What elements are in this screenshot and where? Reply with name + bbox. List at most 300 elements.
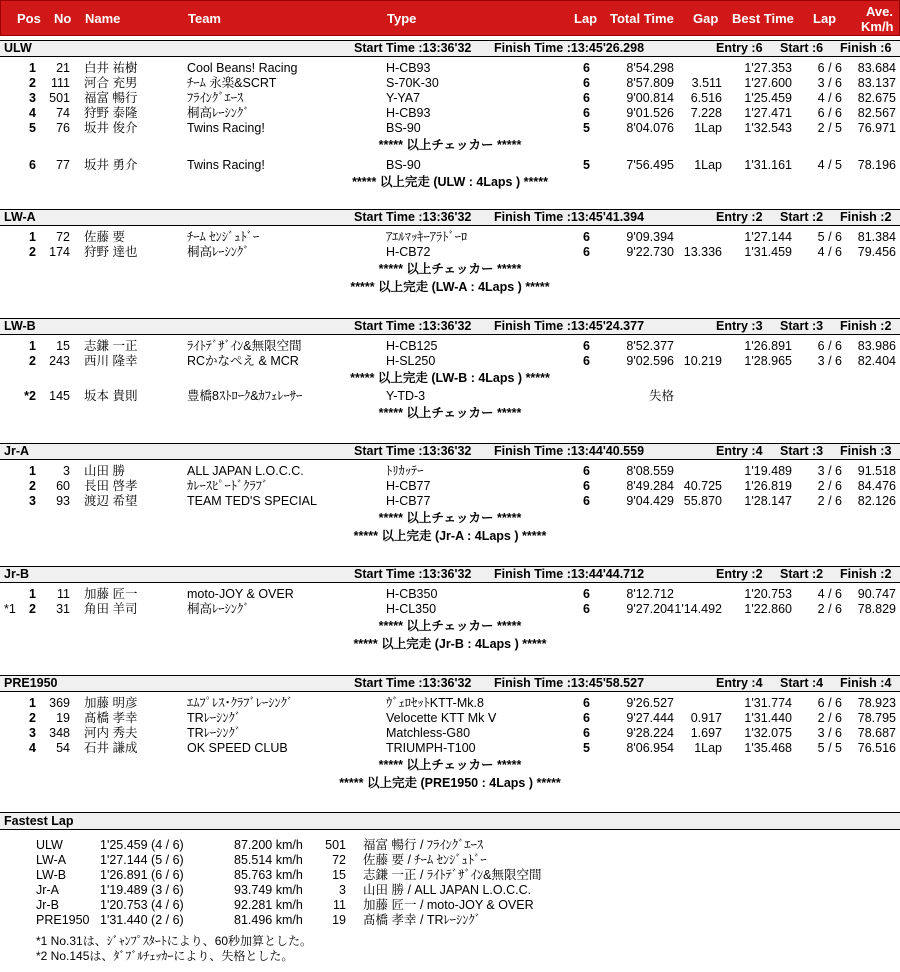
position: 1: [29, 230, 36, 244]
car-number: 76: [56, 121, 70, 135]
best-lap: 6 / 6: [817, 61, 842, 75]
start-time: Start Time :13:36'32: [354, 444, 472, 458]
gap: 3.511: [691, 76, 722, 90]
fastest-time: 1'26.891 (6 / 6): [100, 868, 184, 882]
position: 2: [29, 76, 36, 90]
rider-name: 狩野 達也: [84, 245, 138, 259]
rider-name: 長田 啓孝: [84, 479, 138, 493]
laps: 6: [583, 479, 590, 493]
total-time: 9'02.596: [626, 354, 674, 368]
fastest-time: 1'27.144 (5 / 6): [100, 853, 184, 867]
best-lap: 5 / 6: [817, 230, 842, 244]
car-number: 11: [57, 587, 70, 601]
fastest-rider: 山田 勝 / ALL JAPAN L.O.C.C.: [363, 883, 532, 897]
gap: 40.725: [683, 479, 722, 493]
start-count: Start :6: [780, 41, 824, 55]
fastest-lap-section: [0, 812, 900, 964]
total-time: 8'49.284: [626, 479, 674, 493]
fastest-class: LW-B: [36, 868, 67, 882]
best-time: 1'28.965: [744, 354, 792, 368]
average-speed: 82.404: [857, 354, 896, 368]
total-time: 8'52.377: [626, 339, 674, 353]
entry-count: Entry :2: [716, 567, 763, 581]
fastest-class: LW-A: [36, 853, 67, 867]
machine-type: Velocette KTT Mk Ⅴ: [386, 711, 497, 725]
rider-name: 加藤 明彦: [84, 696, 138, 710]
laps: 6: [583, 61, 590, 75]
gap: 7.228: [690, 106, 722, 120]
team-name: OK SPEED CLUB: [187, 741, 288, 755]
finish-count: Finish :4: [840, 676, 892, 690]
header-best-lap: Lap: [813, 11, 837, 26]
complete-note: ***** 以上完走 (LW-A : 4Laps ) *****: [350, 280, 550, 294]
result-row: [0, 121, 900, 136]
fastest-lap-row: [0, 898, 900, 913]
result-row: [0, 245, 900, 260]
machine-type: H-CB77: [386, 479, 431, 493]
class-name: Jr-B: [4, 567, 30, 581]
best-lap: 6 / 6: [817, 696, 842, 710]
average-speed: 82.126: [857, 494, 896, 508]
complete-note: ***** 以上完走 (PRE1950 : 4Laps ) *****: [339, 776, 561, 790]
checker-note: ***** 以上チェッカー *****: [378, 138, 522, 152]
best-lap: 2 / 6: [817, 494, 842, 508]
best-time: 1'26.891: [744, 339, 792, 353]
car-number: 31: [56, 602, 70, 616]
gap: 1Lap: [694, 741, 722, 755]
team-name: 桐高ﾚｰｼﾝｸﾞ: [187, 106, 250, 120]
total-time: 8'08.559: [626, 464, 674, 478]
gap: 0.917: [690, 711, 722, 725]
team-name: TEAM TED'S SPECIAL: [187, 494, 317, 508]
average-speed: 79.456: [857, 245, 896, 259]
gap: 1Lap: [694, 121, 722, 135]
machine-type: ｳﾞｪﾛｾｯﾄKTT-Mk.8: [386, 696, 484, 710]
fastest-speed: 93.749 km/h: [234, 883, 303, 897]
average-speed: 78.795: [857, 711, 896, 725]
fastest-class: Jr-B: [36, 898, 59, 912]
laps: 6: [583, 587, 590, 601]
result-row: [0, 76, 900, 91]
car-number: 243: [49, 354, 70, 368]
car-number: 174: [49, 245, 70, 259]
rider-name: 加藤 匠一: [84, 587, 138, 601]
position: *2: [24, 389, 36, 403]
machine-type: H-CB93: [386, 61, 431, 75]
rider-name: 山田 勝: [84, 464, 125, 478]
result-row: [0, 339, 900, 354]
best-lap: 5 / 5: [817, 741, 842, 755]
header-kmh: Km/h: [861, 19, 894, 34]
car-number: 60: [56, 479, 70, 493]
finish-time: Finish Time :13:45'58.527: [494, 676, 645, 690]
team-name: RCかなぺえ & MCR: [187, 354, 299, 368]
result-row: [0, 711, 900, 726]
header-ave: Ave.: [866, 4, 893, 19]
fastest-lap-row: [0, 913, 900, 928]
position: 2: [29, 711, 36, 725]
car-number: 54: [56, 741, 70, 755]
finish-count: Finish :3: [840, 444, 892, 458]
start-count: Start :3: [780, 444, 824, 458]
result-row: [0, 464, 900, 479]
gap: 1Lap: [694, 158, 722, 172]
laps: 6: [583, 602, 590, 616]
start-time: Start Time :13:36'32: [354, 210, 472, 224]
average-speed: 83.986: [857, 339, 896, 353]
best-time: 1'31.459: [744, 245, 792, 259]
best-time: 1'20.753: [744, 587, 792, 601]
position: 5: [29, 121, 36, 135]
rider-name: 角田 羊司: [84, 602, 138, 616]
fastest-car-number: 501: [325, 838, 346, 852]
car-number: 3: [63, 464, 70, 478]
average-speed: 91.518: [857, 464, 896, 478]
complete-note: ***** 以上完走 (LW-B : 4Laps ) *****: [350, 371, 550, 385]
rider-name: 髙橋 孝幸: [84, 711, 138, 725]
team-name: Cool Beans! Racing: [187, 61, 298, 75]
average-speed: 78.829: [857, 602, 896, 616]
position: 3: [29, 726, 36, 740]
header-type: Type: [387, 11, 417, 26]
entry-count: Entry :2: [716, 210, 763, 224]
class-section: [0, 443, 900, 545]
average-speed: 78.687: [857, 726, 896, 740]
header-lap: Lap: [574, 11, 598, 26]
best-time: 1'26.819: [744, 479, 792, 493]
fastest-speed: 87.200 km/h: [234, 838, 303, 852]
result-row: [0, 354, 900, 369]
team-name: 桐高ﾚｰｼﾝｸﾞ: [187, 245, 250, 259]
best-time: 1'27.600: [744, 76, 792, 90]
total-time: 7'56.495: [626, 158, 674, 172]
result-row: [0, 158, 900, 173]
fastest-class: ULW: [36, 838, 63, 852]
header-total-time: Total Time: [610, 11, 674, 26]
machine-type: H-CL350: [386, 602, 437, 616]
position: 1: [29, 464, 36, 478]
team-name: TRﾚｰｼﾝｸﾞ: [187, 726, 242, 740]
result-row: [0, 91, 900, 106]
car-number: 369: [49, 696, 70, 710]
best-lap: 6 / 6: [817, 106, 842, 120]
total-time: 8'06.954: [626, 741, 674, 755]
complete-note: ***** 以上完走 (Jr-A : 4Laps ) *****: [353, 529, 547, 543]
class-name: ULW: [4, 41, 32, 55]
fastest-class: Jr-A: [36, 883, 59, 897]
team-name: ﾌﾗｲﾝｸﾞｴｰｽ: [187, 91, 244, 105]
total-time: 8'12.712: [626, 587, 674, 601]
checker-note: ***** 以上チェッカー *****: [378, 511, 522, 525]
status: 失格: [648, 389, 674, 403]
best-lap: 2 / 6: [817, 479, 842, 493]
fastest-class: PRE1950: [36, 913, 90, 927]
fastest-lap-row: [0, 838, 900, 853]
team-name: TRﾚｰｼﾝｸﾞ: [187, 711, 242, 725]
team-name: Twins Racing!: [187, 121, 265, 135]
position: 1: [29, 61, 36, 75]
laps: 6: [583, 696, 590, 710]
header-no: No: [54, 11, 72, 26]
rider-name: 白井 祐樹: [84, 61, 138, 75]
laps: 6: [583, 230, 590, 244]
class-name: LW-A: [4, 210, 36, 224]
rider-name: 狩野 泰隆: [84, 106, 138, 120]
average-speed: 76.516: [857, 741, 896, 755]
car-number: 74: [56, 106, 70, 120]
finish-count: Finish :2: [840, 319, 892, 333]
complete-note: ***** 以上完走 (Jr-B : 4Laps ) *****: [353, 637, 547, 651]
fastest-time: 1'31.440 (2 / 6): [100, 913, 184, 927]
start-time: Start Time :13:36'32: [354, 567, 472, 581]
class-section: [0, 209, 900, 296]
rider-name: 坂井 俊介: [84, 121, 138, 135]
total-time: 9'04.429: [626, 494, 674, 508]
laps: 6: [583, 354, 590, 368]
average-speed: 84.476: [857, 479, 896, 493]
best-lap: 2 / 6: [817, 711, 842, 725]
team-name: ﾁｰﾑ ｾﾝｼﾞｭﾄﾞｰ: [187, 230, 260, 244]
team-name: ALL JAPAN L.O.C.C.: [187, 464, 304, 478]
team-name: 豊橋8ｽﾄﾛｰｸ&ｶﾌｪﾚｰｻｰ: [187, 389, 303, 403]
header-name: Name: [85, 11, 121, 26]
header-best-time: Best Time: [732, 11, 794, 26]
best-time: 1'19.489: [744, 464, 792, 478]
class-name: Jr-A: [4, 444, 30, 458]
start-time: Start Time :13:36'32: [354, 41, 472, 55]
machine-type: ﾄﾘｶｯﾃｰ: [386, 464, 424, 478]
machine-type: BS-90: [386, 158, 421, 172]
best-time: 1'27.471: [744, 106, 792, 120]
laps: 6: [583, 339, 590, 353]
result-row: [0, 602, 900, 617]
class-section: [0, 40, 900, 191]
position: 2: [29, 354, 36, 368]
header-gap: Gap: [693, 11, 719, 26]
position: 6: [29, 158, 36, 172]
fastest-rider: 加藤 匠一 / moto-JOY & OVER: [363, 898, 534, 912]
car-number: 145: [49, 389, 70, 403]
class-header: [0, 318, 900, 335]
best-time: 1'31.161: [744, 158, 792, 172]
position: 2: [29, 479, 36, 493]
best-lap: 4 / 6: [817, 91, 842, 105]
start-time: Start Time :13:36'32: [354, 676, 472, 690]
best-lap: 3 / 6: [817, 726, 842, 740]
total-time: 9'27.444: [626, 711, 674, 725]
car-number: 72: [56, 230, 70, 244]
position: 1: [29, 339, 36, 353]
fastest-rider: 佐藤 要 / ﾁｰﾑ ｾﾝｼﾞｭﾄﾞｰ: [363, 853, 487, 867]
machine-type: Y-YA7: [386, 91, 421, 105]
finish-count: Finish :6: [840, 41, 892, 55]
result-row: [0, 587, 900, 602]
best-time: 1'32.543: [744, 121, 792, 135]
checker-note: ***** 以上チェッカー *****: [378, 758, 522, 772]
best-time: 1'25.459: [744, 91, 792, 105]
rider-name: 佐藤 要: [84, 230, 125, 244]
checker-note: ***** 以上チェッカー *****: [378, 619, 522, 633]
fastest-speed: 92.281 km/h: [234, 898, 303, 912]
class-section: [0, 675, 900, 792]
class-header: [0, 675, 900, 692]
fastest-lap-row: [0, 853, 900, 868]
laps: 5: [583, 741, 590, 755]
finish-count: Finish :2: [840, 210, 892, 224]
result-row: [0, 106, 900, 121]
rider-name: 西川 隆幸: [84, 354, 138, 368]
machine-type: H-CB93: [386, 106, 431, 120]
finish-time: Finish Time :13:44'44.712: [494, 567, 645, 581]
class-header: [0, 443, 900, 460]
car-number: 93: [56, 494, 70, 508]
total-time: 9'28.224: [626, 726, 674, 740]
laps: 6: [583, 106, 590, 120]
car-number: 21: [56, 61, 70, 75]
best-lap: 6 / 6: [817, 339, 842, 353]
finish-time: Finish Time :13:45'24.377: [494, 319, 645, 333]
gap: 10.219: [683, 354, 722, 368]
fastest-car-number: 11: [333, 898, 346, 912]
fastest-time: 1'25.459 (4 / 6): [100, 838, 184, 852]
car-number: 111: [50, 76, 70, 90]
fastest-time: 1'20.753 (4 / 6): [100, 898, 184, 912]
result-row: [0, 726, 900, 741]
fastest-rider: 志鎌 一正 / ﾗｲﾄﾃﾞｻﾞｲﾝ&無限空間: [363, 868, 542, 882]
laps: 6: [583, 245, 590, 259]
best-time: 1'27.144: [744, 230, 792, 244]
fastest-speed: 85.763 km/h: [234, 868, 303, 882]
team-name: 桐高ﾚｰｼﾝｸﾞ: [187, 602, 250, 616]
total-time: 8'04.076: [626, 121, 674, 135]
position: 2: [29, 602, 36, 616]
rider-name: 河内 秀夫: [84, 726, 138, 740]
entry-count: Entry :4: [716, 676, 763, 690]
total-time: 9'26.527: [626, 696, 674, 710]
laps: 6: [583, 76, 590, 90]
fastest-lap-title: Fastest Lap: [0, 812, 900, 830]
team-name: Twins Racing!: [187, 158, 265, 172]
laps: 6: [583, 494, 590, 508]
entry-count: Entry :3: [716, 319, 763, 333]
entry-count: Entry :6: [716, 41, 763, 55]
team-name: ｶﾚｰｽﾋﾟｰﾄﾞｸﾗﾌﾞ: [187, 479, 269, 493]
fastest-lap-row: [0, 883, 900, 898]
class-section: [0, 566, 900, 653]
car-number: 77: [56, 158, 70, 172]
start-count: Start :2: [780, 210, 824, 224]
rider-name: 渡辺 希望: [84, 494, 138, 508]
machine-type: H-CB350: [386, 587, 438, 601]
best-time: 1'27.353: [744, 61, 792, 75]
best-lap: 4 / 5: [817, 158, 842, 172]
position: 2: [29, 245, 36, 259]
start-time: Start Time :13:36'32: [354, 319, 472, 333]
car-number: 15: [56, 339, 70, 353]
fastest-speed: 81.496 km/h: [234, 913, 303, 927]
result-row: [0, 696, 900, 711]
average-speed: 82.567: [857, 106, 896, 120]
machine-type: BS-90: [386, 121, 421, 135]
gap: 1.697: [690, 726, 722, 740]
fastest-rider: 福富 暢行 / ﾌﾗｲﾝｸﾞｴｰｽ: [363, 838, 484, 852]
result-row: [0, 741, 900, 756]
rider-name: 坂本 貴則: [84, 389, 138, 403]
class-header: [0, 209, 900, 226]
rider-name: 河合 充男: [84, 76, 138, 90]
best-lap: 2 / 6: [817, 602, 842, 616]
class-header: [0, 566, 900, 583]
gap: 6.516: [690, 91, 722, 105]
machine-type: H-CB77: [386, 494, 431, 508]
total-time: 9'09.394: [626, 230, 674, 244]
position: 4: [29, 106, 36, 120]
gap: 13.336: [683, 245, 722, 259]
penalty-mark: *1: [4, 602, 16, 616]
result-row: [0, 230, 900, 245]
best-lap: 3 / 6: [817, 464, 842, 478]
complete-note: ***** 以上完走 (ULW : 4Laps ) *****: [352, 175, 548, 189]
best-time: 1'32.075: [744, 726, 792, 740]
best-time: 1'22.860: [744, 602, 792, 616]
best-lap: 3 / 6: [817, 354, 842, 368]
class-name: LW-B: [4, 319, 36, 333]
total-time: 8'57.809: [626, 76, 674, 90]
start-count: Start :3: [780, 319, 824, 333]
best-lap: 2 / 5: [817, 121, 842, 135]
position: 1: [29, 587, 36, 601]
footnote: *1 No.31は、ｼﾞｬﾝﾌﾟｽﾀｰﾄにより、60秒加算とした。: [36, 934, 313, 948]
machine-type: ｱｴﾙﾏｯｷｰｱﾗﾄﾞｰﾛ: [386, 230, 468, 244]
result-row: [0, 494, 900, 509]
checker-note: ***** 以上チェッカー *****: [378, 262, 522, 276]
fastest-car-number: 19: [332, 913, 346, 927]
laps: 5: [583, 121, 590, 135]
fastest-lap-row: [0, 868, 900, 883]
best-time: 1'31.440: [744, 711, 792, 725]
machine-type: TRIUMPH-T100: [386, 741, 476, 755]
gap: 55.870: [683, 494, 722, 508]
result-row: [0, 389, 900, 404]
total-time: 9'01.526: [626, 106, 674, 120]
fastest-car-number: 72: [332, 853, 346, 867]
position: 1: [29, 696, 36, 710]
car-number: 501: [49, 91, 70, 105]
best-lap: 4 / 6: [817, 245, 842, 259]
machine-type: S-70K-30: [386, 76, 439, 90]
average-speed: 83.684: [857, 61, 896, 75]
best-time: 1'31.774: [744, 696, 792, 710]
best-lap: 4 / 6: [817, 587, 842, 601]
class-name: PRE1950: [4, 676, 58, 690]
laps: 6: [583, 726, 590, 740]
start-count: Start :4: [780, 676, 824, 690]
machine-type: H-CB72: [386, 245, 431, 259]
fastest-car-number: 3: [339, 883, 346, 897]
team-name: moto-JOY & OVER: [187, 587, 294, 601]
team-name: ｴﾑﾌﾟﾚｽ･ｸﾗﾌﾞﾚｰｼﾝｸﾞ: [187, 696, 294, 710]
finish-count: Finish :2: [840, 567, 892, 581]
fastest-speed: 85.514 km/h: [234, 853, 303, 867]
position: 4: [29, 741, 36, 755]
car-number: 19: [56, 711, 70, 725]
team-name: ﾁｰﾑ 永楽&SCRT: [187, 76, 277, 90]
average-speed: 81.384: [857, 230, 896, 244]
header-pos: Pos: [17, 11, 41, 26]
rider-name: 石井 謙成: [84, 741, 138, 755]
finish-time: Finish Time :13:45'26.298: [494, 41, 645, 55]
finish-time: Finish Time :13:44'40.559: [494, 444, 645, 458]
